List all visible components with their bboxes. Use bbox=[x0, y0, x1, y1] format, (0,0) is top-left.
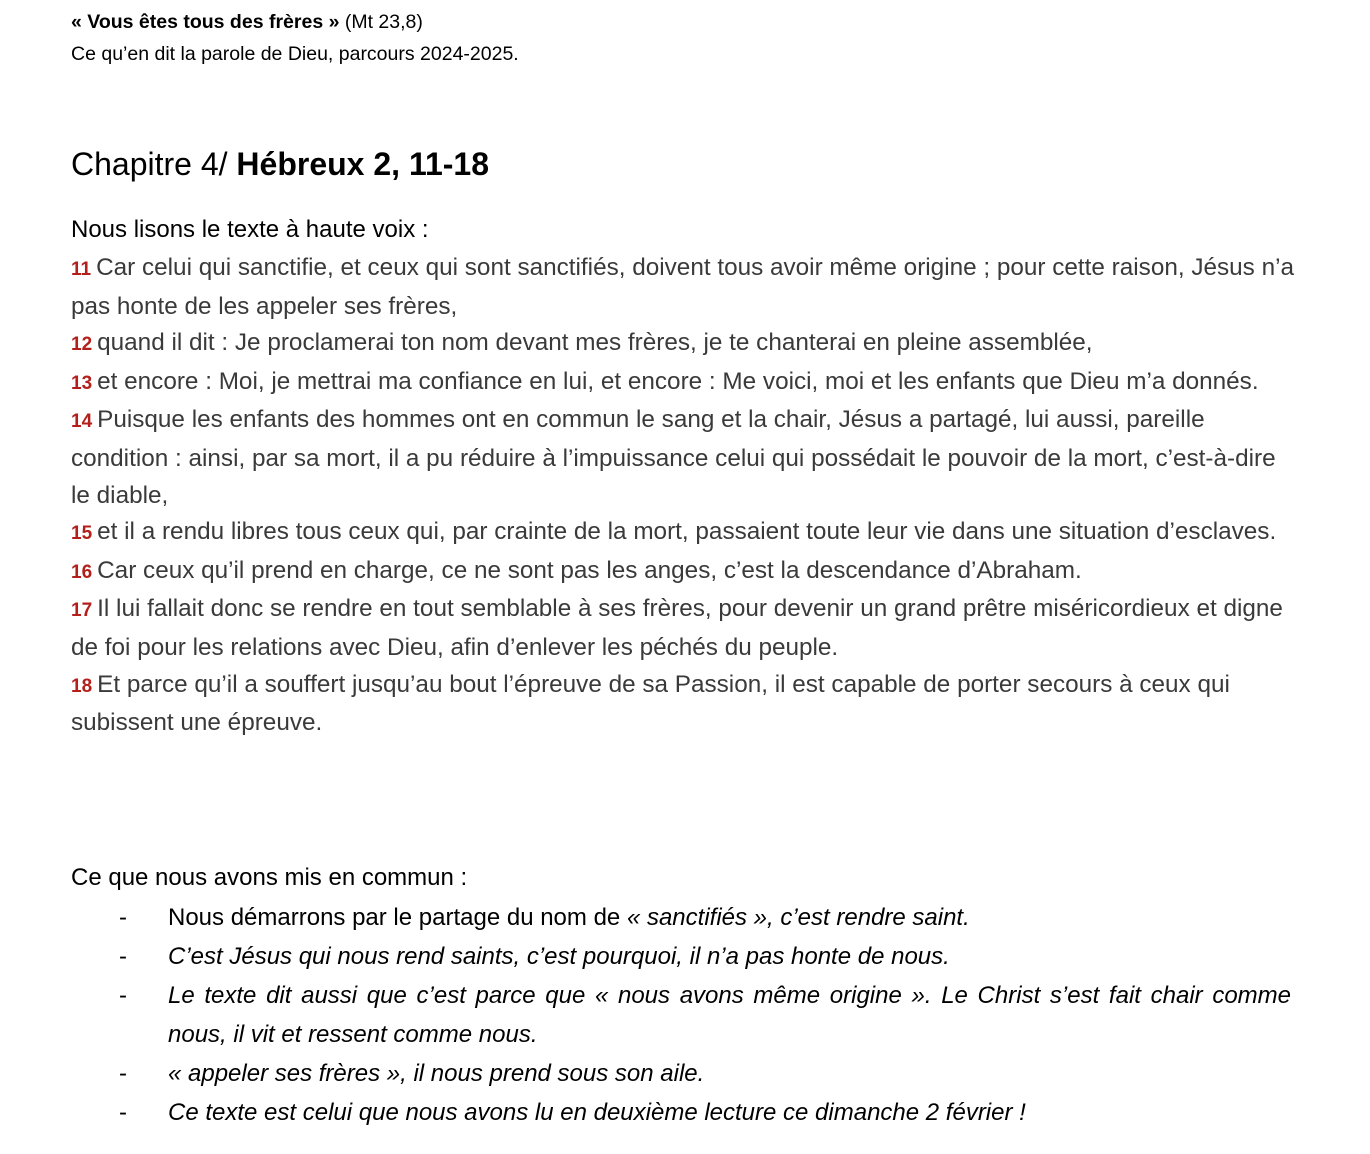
bullet-text-plain: Nous démarrons par le partage du nom de bbox=[168, 904, 621, 931]
list-item bbox=[71, 937, 1291, 976]
bullet-text: « appeler ses frères », il nous prend sous son aile. bbox=[168, 1060, 705, 1087]
chapter-heading bbox=[71, 142, 489, 186]
reading-intro: Nous lisons le texte à haute voix : bbox=[71, 216, 429, 243]
bullet-dash: - bbox=[119, 1060, 127, 1087]
verse-number: 15 bbox=[71, 523, 93, 545]
verse-text: Puisque les enfants des hommes ont en commun le sang et la chair, Jésus a partagé, lui aussi, pareille condition : ainsi, par sa mort, il a pu réduire à l’impuissance celui qui possédait le pouvoir de la mort, c’est-à-dire le diable, bbox=[71, 406, 1276, 509]
verse-15 bbox=[71, 514, 1296, 553]
verse-text: Car celui qui sanctifie, et ceux qui sont sanctifiés, doivent tous avoir même origine ; pour cette raison, Jésus n’a pas honte de les appeler ses frères, bbox=[71, 254, 1294, 320]
header-title-line bbox=[71, 6, 519, 38]
bullet-text: C’est Jésus qui nous rend saints, c’est pourquoi, il n’a pas honte de nous. bbox=[168, 943, 950, 970]
verse-text: quand il dit : Je proclamerai ton nom devant mes frères, je te chanterai en pleine assemblée, bbox=[97, 329, 1093, 357]
verse-text: et encore : Moi, je mettrai ma confiance en lui, et encore : Me voici, moi et les enfants que Dieu m’a donnés. bbox=[97, 367, 1259, 395]
bullet-text: Ce texte est celui que nous avons lu en deuxième lecture ce dimanche 2 février ! bbox=[168, 1099, 1026, 1126]
bullet-dash: - bbox=[119, 982, 127, 1009]
verse-text: Il lui fallait donc se rendre en tout semblable à ses frères, pour devenir un grand prêtre miséricordieux et digne de foi pour les relations avec Dieu, afin d’enlever les péchés du peuple. bbox=[71, 595, 1283, 661]
bullet-dash: - bbox=[119, 1099, 127, 1126]
verse-number: 12 bbox=[71, 334, 93, 356]
verse-18 bbox=[71, 667, 1296, 742]
header-title: « Vous êtes tous des frères » bbox=[71, 11, 340, 33]
chapter-title: Hébreux 2, 11-18 bbox=[236, 146, 490, 182]
list-item bbox=[71, 898, 1291, 937]
bullet-text: Le texte dit aussi que c’est parce que « nous avons même origine ». Le Christ s’est fait chair comme nous, il vit et ressent comme nous. bbox=[168, 982, 1291, 1048]
verse-13 bbox=[71, 364, 1296, 403]
bullet-dash: - bbox=[119, 904, 127, 931]
header-reference: (Mt 23,8) bbox=[344, 11, 423, 33]
verse-16 bbox=[71, 553, 1296, 592]
verse-text: Et parce qu’il a souffert jusqu’au bout l’épreuve de sa Passion, il est capable de porter secours à ceux qui subissent une épreuve. bbox=[71, 670, 1230, 737]
verse-17 bbox=[71, 591, 1296, 666]
verse-number: 17 bbox=[71, 600, 93, 622]
verse-14 bbox=[71, 402, 1296, 514]
verse-text: Car ceux qu’il prend en charge, ce ne sont pas les anges, c’est la descendance d’Abraham. bbox=[97, 556, 1082, 584]
verse-12 bbox=[71, 325, 1296, 364]
common-section-title: Ce que nous avons mis en commun : bbox=[71, 864, 468, 891]
list-item bbox=[71, 976, 1291, 1054]
list-item bbox=[71, 1054, 1291, 1093]
document-header bbox=[71, 6, 519, 70]
bullet-dash: - bbox=[119, 943, 127, 970]
verse-number: 18 bbox=[71, 675, 93, 697]
bullet-text-italic: « sanctifiés », c’est rendre saint. bbox=[626, 904, 970, 931]
common-points-list bbox=[71, 898, 1291, 1132]
list-item bbox=[71, 1093, 1291, 1132]
chapter-prefix: Chapitre 4/ bbox=[71, 146, 228, 182]
verse-number: 14 bbox=[71, 411, 93, 433]
scripture-passage bbox=[71, 250, 1296, 742]
verse-number: 16 bbox=[71, 561, 93, 583]
verse-text: et il a rendu libres tous ceux qui, par crainte de la mort, passaient toute leur vie dans une situation d’esclaves. bbox=[97, 518, 1277, 546]
verse-number: 13 bbox=[71, 372, 93, 394]
header-subtitle: Ce qu’en dit la parole de Dieu, parcours 2024-2025. bbox=[71, 43, 519, 65]
verse-11 bbox=[71, 250, 1296, 325]
verse-number: 11 bbox=[71, 259, 92, 280]
